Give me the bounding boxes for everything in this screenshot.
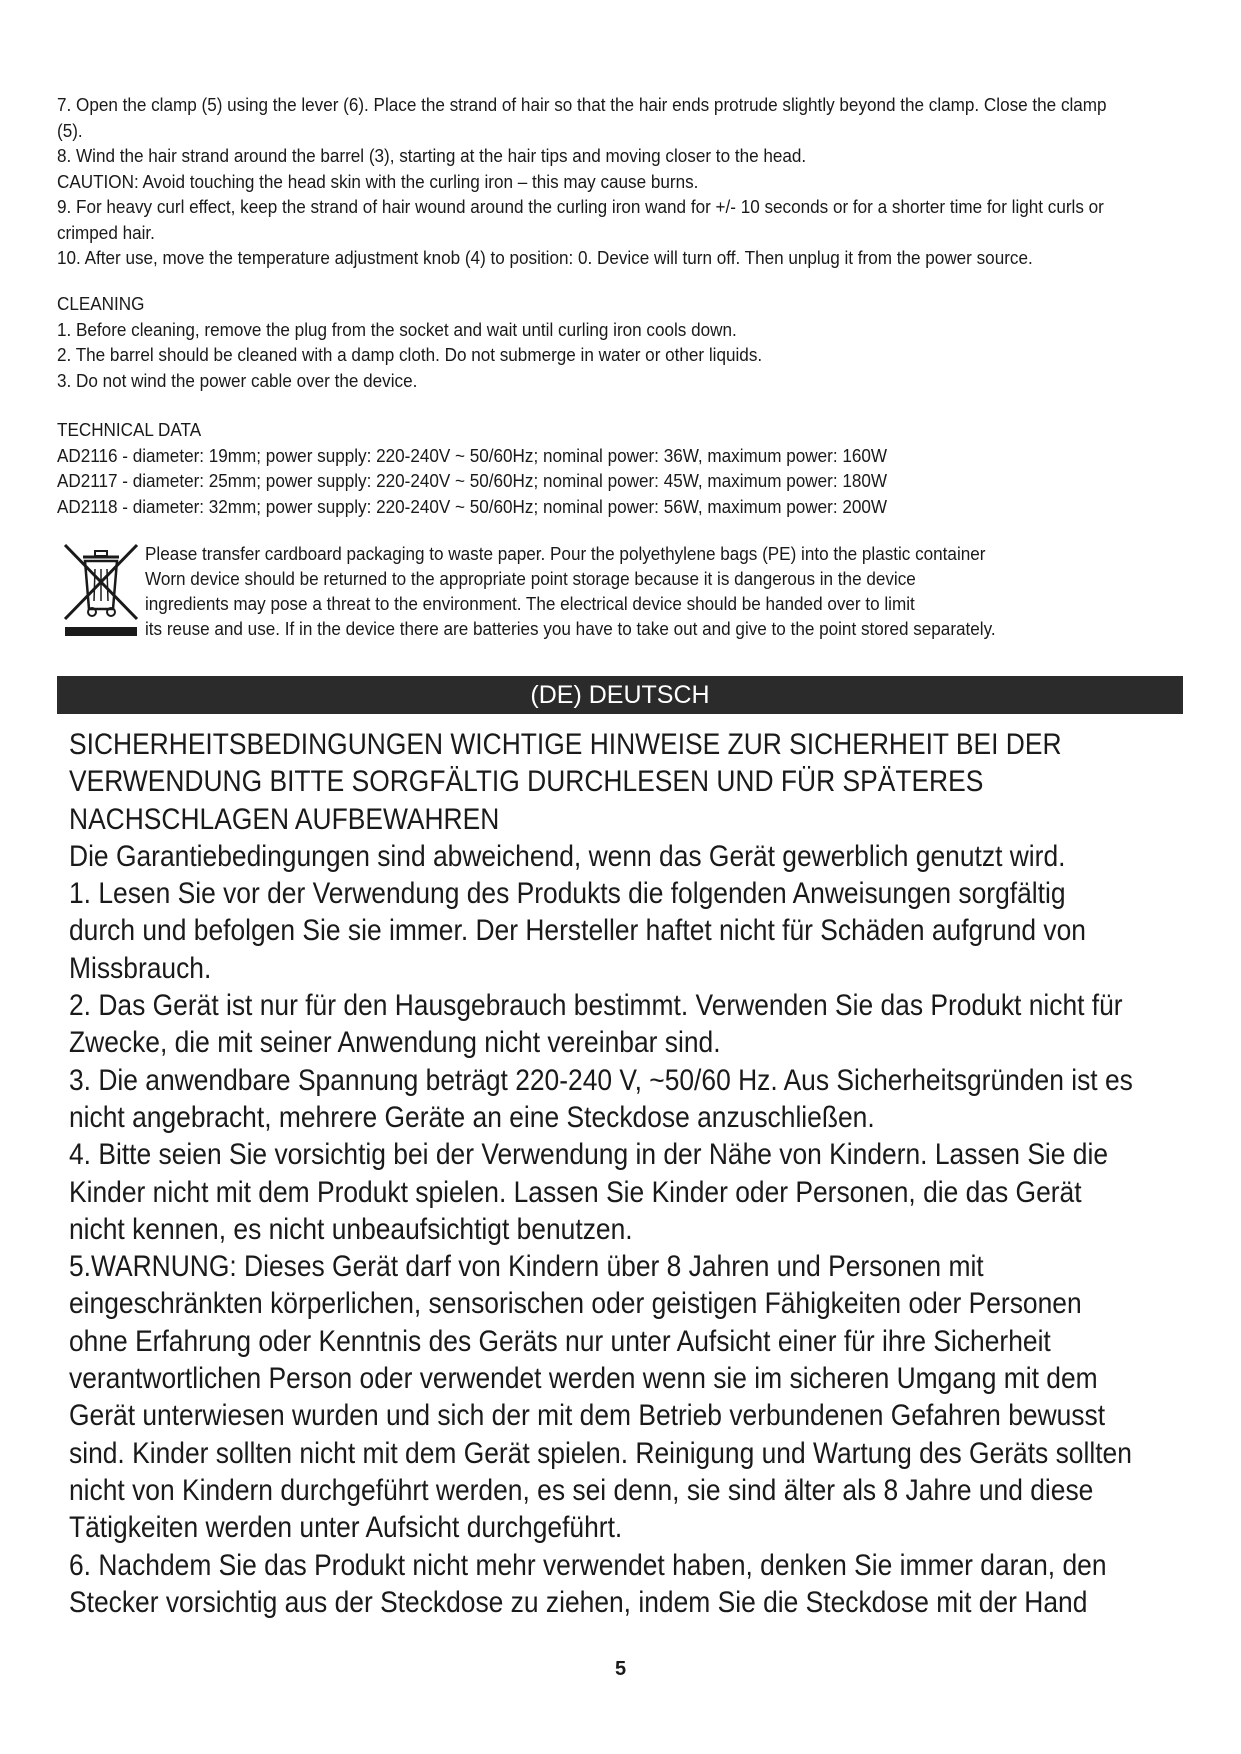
technical-item: AD2118 - diameter: 32mm; power supply: 220-240V ~ 50/60Hz; nominal power: 56W, maximum power: 200W [57, 495, 888, 517]
en-instructions [57, 92, 1108, 271]
technical-item: AD2117 - diameter: 25mm; power supply: 220-240V ~ 50/60Hz; nominal power: 45W, maximum power: 180W [57, 470, 888, 491]
de-line: 2. Das Gerät ist nur für den Hausgebrauch bestimmt. Verwenden Sie das Produkt nicht für [69, 989, 1123, 1023]
disposal-notice [57, 541, 1197, 641]
de-line: nicht angebracht, mehrere Geräte an eine Steckdose anzuschließen. [69, 1100, 875, 1134]
de-line: Gerät unterwiesen wurden und sich der mit dem Betrieb verbundenen Gefahren bewusst [69, 1399, 1106, 1433]
de-line: 4. Bitte seien Sie vorsichtig bei der Verwendung in der Nähe von Kindern. Lassen Sie die [69, 1138, 1109, 1172]
de-line: Missbrauch. [69, 951, 212, 985]
de-line: nicht von Kindern durchgeführt werden, es sei denn, sie sind älter als 8 Jahre und diese [69, 1473, 1094, 1507]
en-step-line: crimped hair. [57, 221, 155, 243]
de-line: 5.WARNUNG: Dieses Gerät darf von Kindern über 8 Jahren und Personen mit [69, 1250, 984, 1284]
cleaning-heading: CLEANING [57, 293, 145, 314]
en-step-line: 8. Wind the hair strand around the barrel (3), starting at the hair tips and moving closer to the head. [57, 145, 807, 166]
technical-data-section [57, 417, 1108, 519]
en-step-line: 7. Open the clamp (5) using the lever (6). Place the strand of hair so that the hair ends protrude slightly beyond the clamp. Close the clamp [57, 94, 1107, 115]
de-line: 1. Lesen Sie vor der Verwendung des Produkts die folgenden Anweisungen sorgfältig [69, 877, 1066, 911]
de-line: Stecker vorsichtig aus der Steckdose zu ziehen, indem Sie die Steckdose mit der Hand [69, 1585, 1088, 1619]
de-line: NACHSCHLAGEN AUFBEWAHREN [69, 802, 500, 836]
de-line: ohne Erfahrung oder Kenntnis des Geräts nur unter Aufsicht einer für ihre Sicherheit [69, 1324, 1051, 1358]
en-step-line: (5). [57, 119, 83, 141]
de-line: Die Garantiebedingungen sind abweichend, wenn das Gerät gewerblich genutzt wird. [69, 839, 1066, 873]
de-line: SICHERHEITSBEDINGUNGEN WICHTIGE HINWEISE ZUR SICHERHEIT BEI DER [69, 728, 1062, 761]
crossed-out-wheelie-bin-icon [61, 541, 141, 639]
disposal-line: its reuse and use. If in the device there are batteries you have to take out and give to the point stored separately. [145, 618, 996, 639]
de-line: Zwecke, die mit seiner Anwendung nicht vereinbar sind. [69, 1026, 721, 1060]
page-number: 5 [614, 1658, 627, 1680]
de-line: 6. Nachdem Sie das Produkt nicht mehr verwendet haben, denken Sie immer daran, den [69, 1548, 1107, 1582]
en-step-line: 10. After use, move the temperature adjustment knob (4) to position: 0. Device will turn off. Then unplug it from the power source. [57, 247, 1033, 268]
disposal-line: Worn device should be returned to the appropriate point storage because it is dangerous in the device [145, 568, 916, 589]
de-line: verantwortlichen Person oder verwendet werden wenn sie im sicheren Umgang mit dem [69, 1362, 1098, 1396]
de-line: nicht kennen, es nicht unbeaufsichtigt benutzen. [69, 1212, 633, 1246]
en-step-line: 9. For heavy curl effect, keep the strand of hair wound around the curling iron wand for +/- 10 seconds or for a shorter time for light curls or [57, 196, 1104, 217]
de-line: sind. Kinder sollten nicht mit dem Gerät spielen. Reinigung und Wartung des Geräts sollten [69, 1436, 1132, 1470]
de-line: Tätigkeiten werden unter Aufsicht durchgeführt. [69, 1511, 623, 1545]
cleaning-item: 2. The barrel should be cleaned with a damp cloth. Do not submerge in water or other liquids. [57, 344, 763, 365]
de-line: Kinder nicht mit dem Produkt spielen. Lassen Sie Kinder oder Personen, die das Gerät [69, 1175, 1082, 1209]
technical-heading: TECHNICAL DATA [57, 419, 202, 440]
de-line: durch und befolgen Sie sie immer. Der Hersteller haftet nicht für Schäden aufgrund von [69, 914, 1086, 948]
cleaning-section [57, 291, 1108, 393]
de-line: eingeschränkten körperlichen, sensorischen oder geistigen Fähigkeiten oder Personen [69, 1287, 1082, 1321]
de-safety-instructions [69, 726, 1133, 1621]
disposal-line: ingredients may pose a threat to the environment. The electrical device should be handed over to limit [145, 593, 915, 614]
de-line: 3. Die anwendbare Spannung beträgt 220-240 V, ~50/60 Hz. Aus Sicherheitsgründen ist es [69, 1063, 1133, 1097]
disposal-line: Please transfer cardboard packaging to waste paper. Pour the polyethylene bags (PE) into the plastic container [145, 543, 986, 564]
cleaning-item: 3. Do not wind the power cable over the device. [57, 369, 418, 391]
disposal-text [145, 541, 996, 641]
en-caution-line: CAUTION: Avoid touching the head skin with the curling iron – this may cause burns. [57, 170, 699, 192]
technical-item: AD2116 - diameter: 19mm; power supply: 220-240V ~ 50/60Hz; nominal power: 36W, maximum power: 160W [57, 444, 888, 466]
language-section-header: (DE) DEUTSCH [57, 676, 1183, 714]
cleaning-item: 1. Before cleaning, remove the plug from the socket and wait until curling iron cools down. [57, 318, 737, 340]
de-line: VERWENDUNG BITTE SORGFÄLTIG DURCHLESEN UND FÜR SPÄTERES [69, 765, 984, 799]
